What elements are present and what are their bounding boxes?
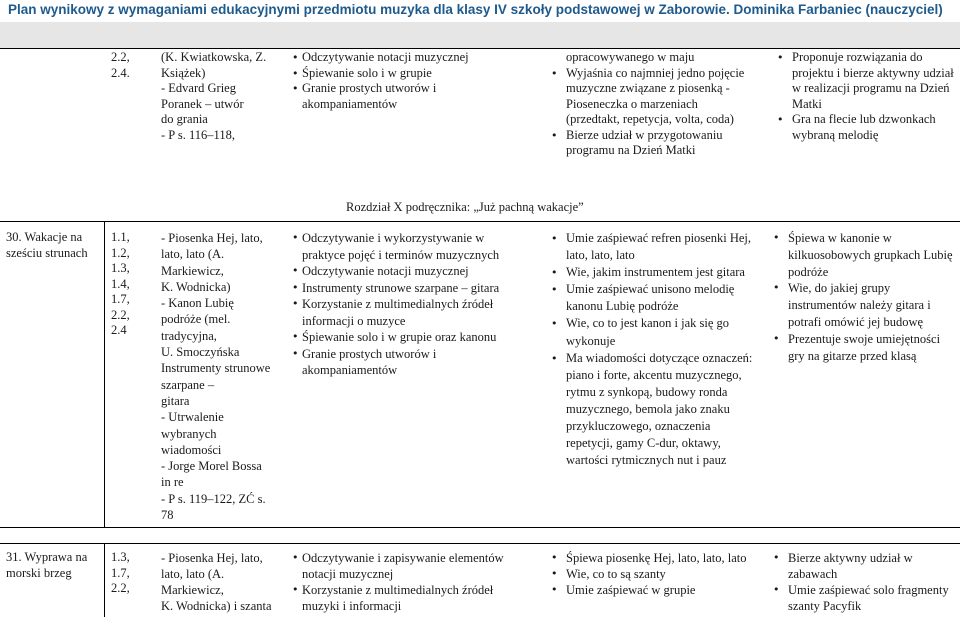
standard-code: 1.3,: [111, 550, 130, 564]
activity-item: • Instrumenty strunowe szarpane – gitara: [292, 280, 514, 297]
row3-standards: [111, 550, 151, 597]
row-separator: [0, 527, 960, 528]
row3-activities: [292, 550, 522, 614]
content-line: Książek): [161, 65, 206, 80]
content-line: - Utrwalenie: [161, 410, 224, 425]
standard-code: 2.4.: [111, 65, 130, 80]
requirement-item: • Wie, jakim instrumentem jest gitara: [549, 264, 759, 281]
content-line: - Kanon Lubię: [161, 296, 234, 311]
row-separator: [0, 48, 960, 49]
requirement-item: • Wie, co to jest kanon i jak się go wykonuje: [549, 315, 759, 349]
content-line: wiadomości: [161, 442, 222, 457]
requirement-item: • Wie, co to są szanty: [549, 566, 759, 582]
content-line: Poranek – utwór: [161, 96, 244, 111]
content-line: - Piosenka Hej, lato,: [161, 551, 263, 565]
content-line: K. Wodnicka): [161, 279, 231, 294]
page-title: Plan wynikowy z wymaganiami edukacyjnymi przedmiotu muzyka dla klasy IV szkoły podstawowej w Zaborowie. Dominika Farbaniec (nauczyciel): [8, 2, 943, 17]
standard-code: 1.1,: [111, 230, 130, 244]
standard-code: 1.7,: [111, 292, 130, 306]
standard-code: 2.2,: [111, 307, 130, 322]
row3-basic-requirements: [549, 550, 759, 598]
requirement-item: • Ma wiadomości dotyczące oznaczeń: piano i forte, akcentu muzycznego, rytmu z synkopą, budowy ronda muzycznego, bemola jako znaku przykluczowego, oznaczenia repetycji, gamy C-dur, oktawy, wartości rytmicznych nut i pauz: [549, 350, 759, 470]
activity-item: • Śpiewanie solo i w grupie oraz kanonu: [292, 329, 514, 346]
requirement-item: • Śpiewa piosenkę Hej, lato, lato, lato: [549, 550, 759, 566]
activity-item: • Odczytywanie i wykorzystywanie w praktyce pojęć i terminów muzycznych: [292, 230, 514, 263]
requirement-item: • Umie zaśpiewać refren piosenki Hej, lato, lato, lato: [549, 230, 759, 264]
column-separator: [104, 221, 105, 527]
activity-item: • Granie prostych utworów i akompaniamentów: [292, 346, 514, 379]
requirement-item: • Bierze udział w przygotowaniu programu na Dzień Matki: [549, 128, 749, 159]
requirement-item: • Wie, do jakiej grupy instrumentów należy gitara i potrafi omówić jej budowę: [771, 280, 958, 330]
standard-code: 1.4,: [111, 276, 130, 291]
content-line: wybranych: [161, 426, 217, 441]
content-line: U. Smoczyńska: [161, 345, 240, 360]
row3-content: [161, 550, 286, 614]
activity-item: • Odczytywanie i zapisywanie elementów notacji muzycznej: [292, 550, 522, 582]
content-line: Instrumenty strunowe: [161, 361, 271, 376]
content-line: - P s. 119–122, ZĆ s.: [161, 491, 266, 506]
content-line: gitara: [161, 393, 190, 408]
requirement-item: • Gra na flecie lub dzwonkach wybraną melodię: [775, 112, 958, 143]
standard-code: 2.2,: [111, 581, 130, 595]
content-line: in re: [161, 475, 184, 490]
activity-item: • Korzystanie z multimedialnych źródeł informacji o muzyce: [292, 296, 514, 329]
activity-item: • Śpiewanie solo i w grupie: [292, 66, 532, 82]
row1-advanced-requirements: [775, 50, 958, 143]
requirement-item: • Bierze aktywny udział w zabawach: [771, 550, 958, 582]
content-line: Markiewicz,: [161, 263, 224, 278]
content-line: - Piosenka Hej, lato,: [161, 231, 263, 245]
content-line: K. Wodnicka) i szanta: [161, 599, 272, 613]
row1-standards: [111, 50, 151, 81]
content-line: 78: [161, 508, 174, 523]
content-line: tradycyjna,: [161, 328, 217, 343]
activity-item: • Odczytywanie notacji muzycznej: [292, 263, 514, 280]
lesson-title: 30. Wakacje na sześciu strunach: [6, 230, 88, 260]
row1-activities: [292, 50, 532, 112]
page-header: [0, 0, 960, 22]
row3-advanced-requirements: [771, 550, 958, 614]
standard-code: 2.4: [111, 323, 127, 337]
lesson-title: 31. Wyprawa na morski brzeg: [6, 550, 88, 580]
content-line: lato, lato (A.: [161, 567, 225, 581]
content-line: do grania: [161, 112, 208, 126]
row2-standards: [111, 230, 151, 339]
requirement-item: • Umie zaśpiewać w grupie: [549, 582, 759, 598]
content-line: lato, lato (A.: [161, 247, 225, 262]
content-line: - P s. 116–118,: [161, 127, 235, 142]
content-line: Markiewicz,: [161, 583, 224, 597]
chapter-heading: Rozdział X podręcznika: „Już pachną wakacje”: [346, 200, 584, 214]
requirement-item: • Proponuje rozwiązania do projektu i bierze aktywny udział w realizacji programu na Dzień Matki: [775, 50, 958, 112]
content-line: - Jorge Morel Bossa: [161, 459, 262, 474]
content-line: (K. Kwiatkowska, Z.: [161, 50, 267, 64]
row2-basic-requirements: [549, 230, 759, 469]
activity-item: • Granie prostych utworów i akompaniamentów: [292, 81, 532, 112]
standard-code: 2.2,: [111, 50, 130, 64]
content-line: - Edvard Grieg: [161, 81, 236, 95]
content-line: szarpane –: [161, 377, 215, 392]
activity-item: • Odczytywanie notacji muzycznej: [292, 50, 532, 66]
standard-code: 1.7,: [111, 565, 130, 580]
activity-item: • Korzystanie z multimedialnych źródeł muzyki i informacji: [292, 582, 522, 614]
requirement-item: • Prezentuje swoje umiejętności gry na gitarze przed klasą: [771, 331, 958, 365]
row-separator: [0, 221, 960, 222]
row-separator: [0, 543, 960, 544]
row1-content: [161, 50, 286, 143]
requirement-item: • Wyjaśnia co najmniej jedno pojęcie muzyczne związane z piosenką - Pioseneczka o marzeniach (przedtakt, repetycja, volta, coda): [549, 66, 749, 128]
row2-content: [161, 230, 286, 523]
standard-code: 1.3,: [111, 261, 130, 275]
column-separator: [104, 543, 105, 617]
requirement-item: • Umie zaśpiewać unisono melodię kanonu Lubię podróże: [549, 281, 759, 315]
requirement-item: • Umie zaśpiewać solo fragmenty szanty Pacyfik: [771, 582, 958, 614]
header-gap-bar: [0, 22, 960, 48]
row1-basic-requirements: [549, 50, 749, 159]
requirement-item: • Śpiewa w kanonie w kilkuosobowych grupkach Lubię podróże: [771, 230, 958, 280]
row2-advanced-requirements: [771, 230, 958, 364]
standard-code: 1.2,: [111, 245, 130, 260]
requirement-continuation: opracowywanego w maju: [566, 50, 695, 64]
row2-activities: [292, 230, 514, 379]
content-line: podróże (mel.: [161, 312, 231, 327]
